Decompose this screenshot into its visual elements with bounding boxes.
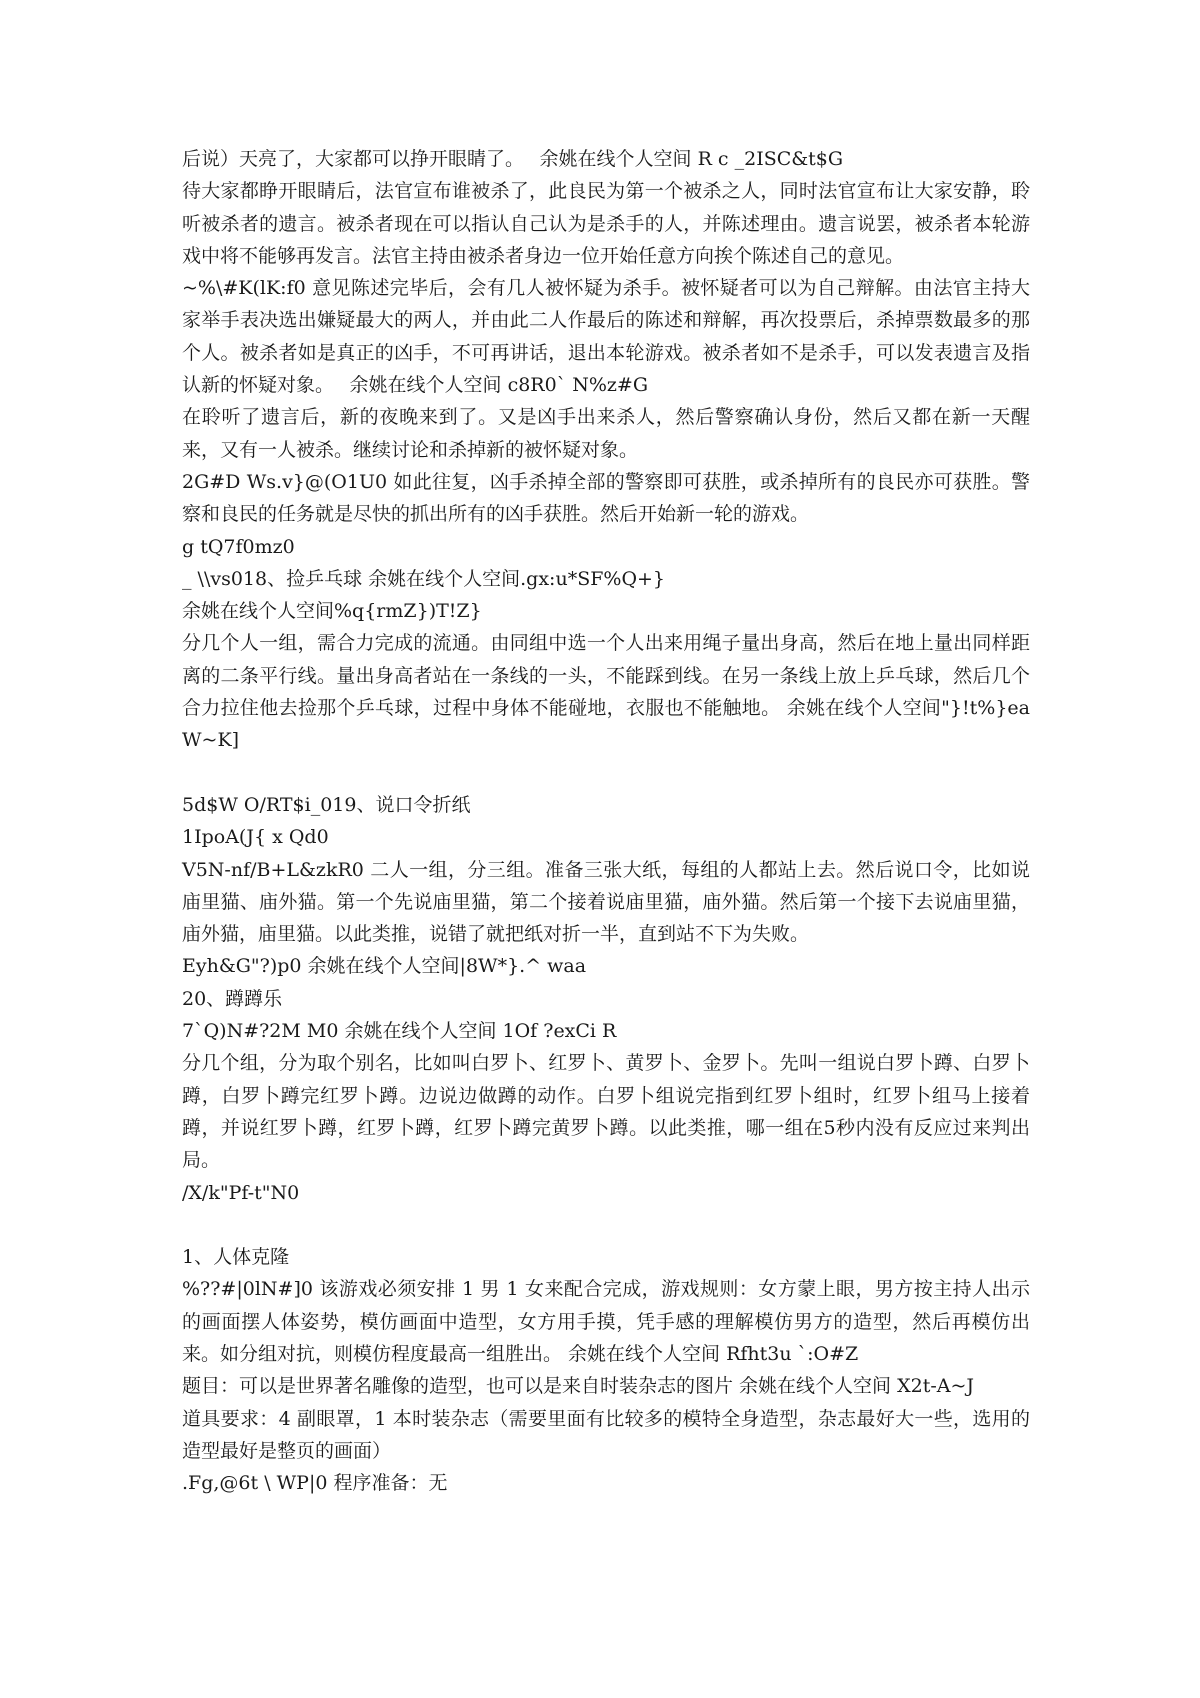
blank-line bbox=[182, 1209, 1030, 1241]
paragraph: 1IpoA(J{ x Qd0 bbox=[182, 826, 329, 849]
paragraph: 7`Q)N#?2M M0 余姚在线个人空间 1Of ?exCi R bbox=[182, 1020, 617, 1043]
paragraph: 余姚在线个人空间%q{rmZ})T!Z} bbox=[182, 600, 482, 623]
paragraph: Eyh&G"?)p0 余姚在线个人空间|8W*}.^ waa bbox=[182, 955, 587, 978]
blank-line bbox=[182, 757, 1030, 789]
paragraph: 在聆听了遗言后，新的夜晚来到了。又是凶手出来杀人，然后警察确认身份，然后又都在新一天醒来，又有一人被杀。继续讨论和杀掉新的被怀疑对象。 bbox=[182, 406, 1030, 461]
paragraph: 后说）天亮了，大家都可以挣开眼睛了。 余姚在线个人空间 R c _2ISC&t$G bbox=[182, 148, 844, 170]
paragraph: %??#|0lN#]0 该游戏必须安排 1 男 1 女来配合完成，游戏规则：女方蒙上眼，男方按主持人出示的画面摆人体姿势，模仿画面中造型，女方用手摸，凭手感的理解模仿男方的造型，然后再模仿出来。如分组对抗，则模仿程度最高一组胜出。 余姚在线个人空间 Rfht3u `:O#Z bbox=[182, 1278, 1030, 1365]
paragraph: V5N-nf/B+L&zkR0 二人一组，分三组。准备三张大纸，每组的人都站上去。然后说口令，比如说庙里猫、庙外猫。第一个先说庙里猫，第二个接着说庙里猫，庙外猫。然后第一个接下去说庙里猫，庙外猫，庙里猫。以此类推，说错了就把纸对折一半，直到站不下为失败。 bbox=[182, 858, 1030, 946]
paragraph: 分几个组，分为取个别名，比如叫白罗卜、红罗卜、黄罗卜、金罗卜。先叫一组说白罗卜蹲、白罗卜蹲，白罗卜蹲完红罗卜蹲。边说边做蹲的动作。白罗卜组说完指到红罗卜组时，红罗卜组马上接着蹲，并说红罗卜蹲，红罗卜蹲，红罗卜蹲完黄罗卜蹲。以此类推，哪一组在5秒内没有反应过来判出局。 bbox=[182, 1052, 1030, 1172]
paragraph: .Fg,@6t \ WP|0 程序准备：无 bbox=[182, 1472, 448, 1495]
document-page bbox=[182, 143, 1030, 1499]
section-heading: 5d$W O/RT$i_019、说口令折纸 bbox=[182, 793, 471, 816]
paragraph: 2G#D Ws.v}@(O1U0 如此往复，凶手杀掉全部的警察即可获胜，或杀掉所有的良民亦可获胜。警察和良民的任务就是尽快的抓出所有的凶手获胜。然后开始新一轮的游戏。 bbox=[182, 470, 1030, 526]
paragraph: 分几个人一组，需合力完成的流通。由同组中选一个人出来用绳子量出身高，然后在地上量出同样距离的二条平行线。量出身高者站在一条线的一头，不能踩到线。在另一条线上放上乒乓球，然后几个合力拉住他去捡那个乒乓球，过程中身体不能碰地，衣服也不能触地。 余姚在线个人空间"}!t%}ea W~K] bbox=[182, 632, 1030, 752]
paragraph: 待大家都睁开眼睛后，法官宣布谁被杀了，此良民为第一个被杀之人，同时法官宣布让大家安静，聆听被杀者的遗言。被杀者现在可以指认自己认为是杀手的人，并陈述理由。遗言说罢，被杀者本轮游戏中将不能够再发言。法官主持由被杀者身边一位开始任意方向挨个陈述自己的意见。 bbox=[182, 180, 1030, 267]
section-heading: 1、人体克隆 bbox=[182, 1246, 290, 1269]
paragraph: _ \\vs018、捡乒乓球 余姚在线个人空间.gx:u*SF%Q+} bbox=[182, 567, 666, 590]
paragraph: g tQ7f0mz0 bbox=[182, 535, 295, 558]
paragraph: /X/k"Pf-t"N0 bbox=[182, 1181, 300, 1204]
section-heading: 20、蹲蹲乐 bbox=[182, 987, 283, 1010]
paragraph: 道具要求：4 副眼罩，1 本时装杂志（需要里面有比较多的模特全身造型，杂志最好大一些，选用的造型最好是整页的画面） bbox=[182, 1407, 1030, 1462]
paragraph: 题目：可以是世界著名雕像的造型，也可以是来自时装杂志的图片 余姚在线个人空间 X2t-A~J bbox=[182, 1375, 975, 1398]
paragraph: ~%\#K(lK:f0 意见陈述完毕后，会有几人被怀疑为杀手。被怀疑者可以为自己辩解。由法官主持大家举手表决选出嫌疑最大的两人，并由此二人作最后的陈述和辩解，再次投票后，杀掉票数最多的那个人。被杀者如是真正的凶手，不可再讲话，退出本轮游戏。被杀者如不是杀手，可以发表遗言及指认新的怀疑对象。 余姚在线个人空间 c8R0` N%z#G bbox=[182, 277, 1030, 397]
